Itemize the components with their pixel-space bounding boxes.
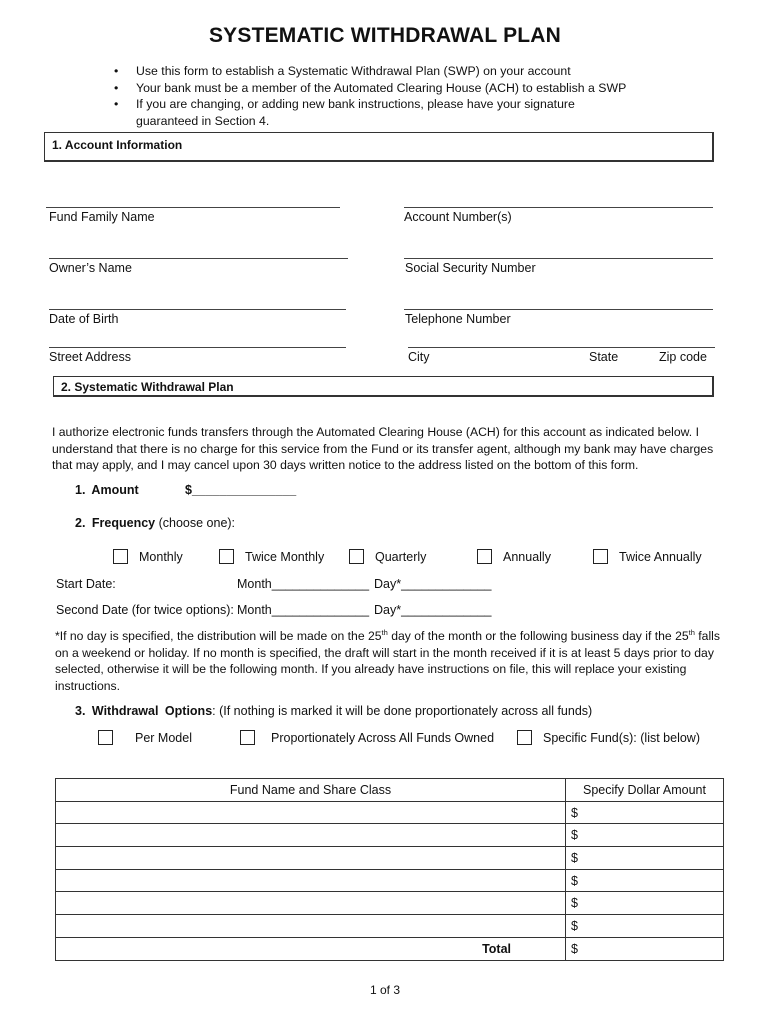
list-item: • Your bank must be a member of the Automated Clearing House (ACH) to establish a SWP	[112, 80, 672, 97]
amount-cell[interactable]: $	[566, 892, 724, 915]
list-item: • Use this form to establish a Systematic Withdrawal Plan (SWP) on your account	[112, 63, 672, 80]
option-label: Twice Annually	[619, 549, 702, 564]
zip-label: Zip code	[659, 350, 707, 364]
fund-name-cell[interactable]	[56, 915, 566, 938]
account-number-field[interactable]	[404, 207, 713, 208]
second-day-field[interactable]: Day*_____________	[374, 603, 492, 617]
col-dollar-amount: Specify Dollar Amount	[566, 779, 724, 802]
owner-name-label: Owner’s Name	[49, 261, 132, 275]
table-row	[56, 892, 724, 915]
footnote-sup: th	[381, 628, 388, 637]
amount-cell[interactable]: $	[566, 801, 724, 824]
fund-family-label: Fund Family Name	[49, 210, 155, 224]
instructions-list	[112, 63, 672, 129]
monthly-checkbox[interactable]	[113, 549, 128, 564]
page-title: SYSTEMATIC WITHDRAWAL PLAN	[208, 24, 562, 47]
table-header-row	[56, 779, 724, 802]
withdrawal-hint: : (If nothing is marked it will be done proportionately across all funds)	[212, 704, 593, 718]
fund-family-field[interactable]	[46, 207, 340, 208]
withdrawal-proportional-option[interactable]	[240, 730, 494, 745]
ssn-field[interactable]	[404, 258, 713, 259]
total-amount-cell[interactable]: $	[566, 937, 724, 960]
start-month-field[interactable]: Month______________	[237, 577, 370, 591]
fund-name-cell[interactable]	[56, 801, 566, 824]
amount-cell[interactable]: $	[566, 847, 724, 870]
fund-name-cell[interactable]	[56, 847, 566, 870]
telephone-label: Telephone Number	[405, 312, 511, 326]
city-label: City	[408, 350, 430, 364]
amount-cell[interactable]: $	[566, 869, 724, 892]
frequency-monthly-option[interactable]	[113, 549, 183, 564]
dob-field[interactable]	[49, 309, 346, 310]
total-label: Total	[56, 937, 566, 960]
proportional-checkbox[interactable]	[240, 730, 255, 745]
withdrawal-per-model-option[interactable]	[98, 730, 192, 745]
table-row	[56, 801, 724, 824]
section-account-information	[44, 132, 714, 162]
footnote-text: day of the month or the following business day if the 25	[387, 629, 689, 643]
annually-checkbox[interactable]	[477, 549, 492, 564]
day-footnote	[55, 628, 727, 694]
col-fund-name: Fund Name and Share Class	[56, 779, 566, 802]
table-total-row	[56, 937, 724, 960]
fund-name-cell[interactable]	[56, 869, 566, 892]
withdrawal-label: 3. Withdrawal Options	[75, 704, 213, 718]
option-label: Annually	[503, 549, 551, 564]
table-row	[56, 869, 724, 892]
frequency-annually-option[interactable]	[477, 549, 551, 564]
twice-annually-checkbox[interactable]	[593, 549, 608, 564]
frequency-heading	[75, 516, 235, 530]
section-title: 2. Systematic Withdrawal Plan	[61, 380, 234, 394]
amount-cell[interactable]: $	[566, 824, 724, 847]
page-number: 1 of 3	[369, 983, 401, 997]
per-model-checkbox[interactable]	[98, 730, 113, 745]
amount-cell[interactable]: $	[566, 915, 724, 938]
amount-label: 1. Amount	[75, 483, 139, 497]
frequency-twice-annually-option[interactable]	[593, 549, 702, 564]
account-number-label: Account Number(s)	[404, 210, 512, 224]
amount-field[interactable]: $_______________	[185, 483, 297, 497]
footnote-text: *If no day is specified, the distribution will be made on the 25	[55, 629, 382, 643]
frequency-label: 2. Frequency	[75, 516, 156, 530]
option-label: Specific Fund(s): (list below)	[543, 730, 700, 745]
street-field[interactable]	[49, 347, 346, 348]
option-label: Proportionately Across All Funds Owned	[271, 730, 495, 745]
withdrawal-heading	[75, 704, 592, 718]
fund-table	[55, 778, 724, 961]
section-title: 1. Account Information	[52, 138, 183, 152]
fund-name-cell[interactable]	[56, 892, 566, 915]
option-label: Per Model	[135, 730, 192, 745]
fund-name-cell[interactable]	[56, 824, 566, 847]
state-label: State	[589, 350, 619, 364]
start-date-label: Start Date:	[56, 577, 116, 591]
footnote-sup: th	[688, 628, 695, 637]
ssn-label: Social Security Number	[405, 261, 536, 275]
quarterly-checkbox[interactable]	[349, 549, 364, 564]
option-label: Twice Monthly	[245, 549, 325, 564]
specific-funds-checkbox[interactable]	[517, 730, 532, 745]
dob-label: Date of Birth	[49, 312, 119, 326]
city-state-zip-field[interactable]	[408, 347, 715, 348]
table-row	[56, 824, 724, 847]
authorization-text: I authorize electronic funds transfers through the Automated Clearing House (ACH) for this account as indicated below. I understand that there is no charge for this service from the Fund or its transfer agent, although my bank may have charges that may apply, and I may cancel upon 30 days written notice to the address listed on the bottom of this form.	[52, 425, 714, 472]
second-date-label: Second Date (for twice options):	[56, 603, 234, 617]
start-day-field[interactable]: Day*_____________	[374, 577, 492, 591]
frequency-hint: (choose one):	[155, 516, 236, 530]
owner-name-field[interactable]	[49, 258, 348, 259]
list-item: • If you are changing, or adding new bank instructions, please have your signature guaranteed in Section 4.	[112, 96, 592, 129]
street-label: Street Address	[49, 350, 131, 364]
twice-monthly-checkbox[interactable]	[219, 549, 234, 564]
second-month-field[interactable]: Month______________	[237, 603, 370, 617]
frequency-twice-monthly-option[interactable]	[219, 549, 324, 564]
option-label: Quarterly	[375, 549, 427, 564]
table-row	[56, 915, 724, 938]
frequency-quarterly-option[interactable]	[349, 549, 426, 564]
withdrawal-specific-funds-option[interactable]	[517, 730, 700, 745]
telephone-field[interactable]	[404, 309, 713, 310]
section-systematic-withdrawal-plan	[53, 376, 714, 397]
option-label: Monthly	[139, 549, 183, 564]
table-row	[56, 847, 724, 870]
footnote-text: falls on a weekend or holiday. If no month is specified, the draft will start in the month received if it is at least 5 days prior to day selected, otherwise it will be the following month. If you already have instructions on file, this will replace your existing instructions.	[55, 629, 720, 693]
